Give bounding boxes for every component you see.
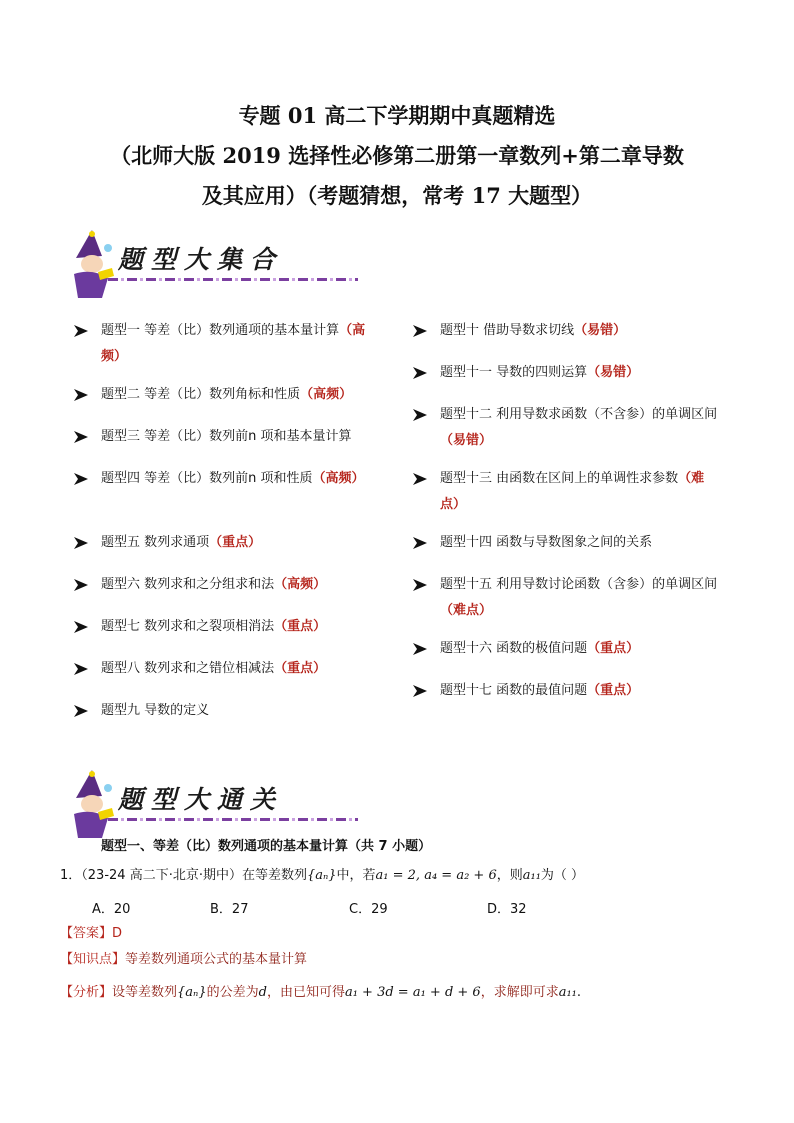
banner-title: 题型大集合 [118, 245, 284, 274]
arrow-bullet-icon [73, 536, 89, 550]
arrow-bullet-icon [412, 408, 428, 422]
topic-label: 题型十 借助导数求切线 [440, 323, 575, 338]
topic-tag: （高频） [300, 387, 353, 402]
topic-label: 题型十一 导数的四则运算 [440, 365, 588, 380]
question-condition: a₁ = 2, a₄ = a₂ + 6 [375, 868, 497, 883]
topic-label: 题型七 数列求和之裂项相消法 [101, 619, 275, 634]
topic-tag: （高频） [101, 323, 366, 364]
topic-tag: （难点） [440, 603, 493, 618]
topic-label: 题型一 等差（比）数列通项的基本量计算 [101, 323, 340, 338]
banner-underline [108, 278, 358, 281]
arrow-bullet-icon [412, 536, 428, 550]
arrow-bullet-icon [73, 662, 89, 676]
topic-label: 题型十二 利用导数求函数（不含参）的单调区间 [440, 407, 718, 422]
knowledge-line [60, 950, 307, 970]
analysis-line [60, 983, 581, 1003]
topic-label: 题型十六 函数的极值问题 [440, 641, 588, 656]
analysis-equation: a₁ + 3d = a₁ + d + 6 [344, 985, 481, 1000]
answer-value: D [112, 926, 123, 941]
analysis-d: d [258, 985, 267, 1000]
page-title [60, 96, 734, 216]
topic-tag: （易错） [587, 365, 640, 380]
arrow-bullet-icon [73, 578, 89, 592]
answer-tag: 【答案】 [60, 926, 113, 941]
arrow-bullet-icon [412, 324, 428, 338]
arrow-bullet-icon [73, 388, 89, 402]
question-number: 1． [60, 868, 82, 883]
analysis-text: ，由已知可得 [266, 985, 345, 1000]
question-target: a₁₁ [522, 868, 541, 883]
arrow-bullet-icon [412, 578, 428, 592]
answer-line [60, 924, 122, 944]
topic-tag: （易错） [574, 323, 627, 338]
question-source: （23-24 高二下·北京·期中）在等差数列 [81, 868, 307, 883]
topic-tag: （高频） [312, 471, 365, 486]
section-heading: 题型一、等差（比）数列通项的基本量计算（共 7 小题） [101, 839, 432, 854]
question-text: 为（ ） [540, 868, 585, 883]
topic-tag: （难点） [440, 471, 705, 512]
arrow-bullet-icon [412, 472, 428, 486]
topic-tag: （重点） [209, 535, 262, 550]
topic-label: 题型二 等差（比）数列角标和性质 [101, 387, 301, 402]
banner-underline [108, 818, 358, 821]
analysis-text: ，求解即可求 [480, 985, 559, 1000]
topic-label: 题型九 导数的定义 [101, 703, 210, 718]
topic-label: 题型十四 函数与导数图象之间的关系 [440, 535, 653, 550]
option-d[interactable]: D．32 [487, 902, 527, 917]
wizard-mascot-icon [68, 768, 118, 840]
topic-label: 题型三 等差（比）数列前n 项和基本量计算 [101, 429, 352, 444]
topic-tag: （易错） [440, 433, 493, 448]
arrow-bullet-icon [73, 324, 89, 338]
option-c[interactable]: C．29 [349, 902, 388, 917]
banner-title: 题型大通关 [118, 785, 284, 814]
topic-label: 题型八 数列求和之错位相减法 [101, 661, 275, 676]
option-b[interactable]: B．27 [210, 902, 249, 917]
banner-topic-collection [68, 228, 298, 300]
question-text: ，则 [496, 868, 523, 883]
analysis-text: 设等差数列 [112, 985, 178, 1000]
topic-label: 题型十三 由函数在区间上的单调性求参数 [440, 471, 679, 486]
question-sequence: {aₙ} [306, 868, 337, 883]
analysis-sequence: {aₙ} [177, 985, 207, 1000]
topic-tag: （重点） [274, 661, 327, 676]
arrow-bullet-icon [412, 642, 428, 656]
topic-tag: （高频） [274, 577, 327, 592]
title-line-2: （北师大版 2019 选择性必修第二册第一章数列+第二章导数 [110, 143, 684, 168]
topic-tag: （重点） [587, 641, 640, 656]
arrow-bullet-icon [73, 620, 89, 634]
arrow-bullet-icon [412, 684, 428, 698]
analysis-target: a₁₁ [558, 985, 577, 1000]
title-line-1: 专题 01 高二下学期期中真题精选 [238, 103, 556, 128]
banner-topic-practice [68, 768, 298, 840]
knowledge-tag: 【知识点】 [60, 952, 126, 967]
topic-label: 题型六 数列求和之分组求和法 [101, 577, 275, 592]
topic-label: 题型四 等差（比）数列前n 项和性质 [101, 471, 313, 486]
analysis-text: 的公差为 [206, 985, 259, 1000]
topic-label: 题型五 数列求通项 [101, 535, 210, 550]
option-a[interactable]: A．20 [92, 902, 131, 917]
arrow-bullet-icon [73, 704, 89, 718]
arrow-bullet-icon [73, 430, 89, 444]
analysis-text: . [576, 985, 582, 1000]
analysis-tag: 【分析】 [60, 985, 113, 1000]
arrow-bullet-icon [412, 366, 428, 380]
wizard-mascot-icon [68, 228, 118, 300]
knowledge-value: 等差数列通项公式的基本量计算 [125, 952, 308, 967]
arrow-bullet-icon [73, 472, 89, 486]
question-text: 中，若 [336, 868, 376, 883]
topic-label: 题型十七 函数的最值问题 [440, 683, 588, 698]
topic-tag: （重点） [274, 619, 327, 634]
question-1 [60, 866, 584, 886]
topic-label: 题型十五 利用导数讨论函数（含参）的单调区间 [440, 577, 718, 592]
topic-tag: （重点） [587, 683, 640, 698]
title-line-3: 及其应用）（考题猜想，常考 17 大题型） [201, 183, 593, 208]
